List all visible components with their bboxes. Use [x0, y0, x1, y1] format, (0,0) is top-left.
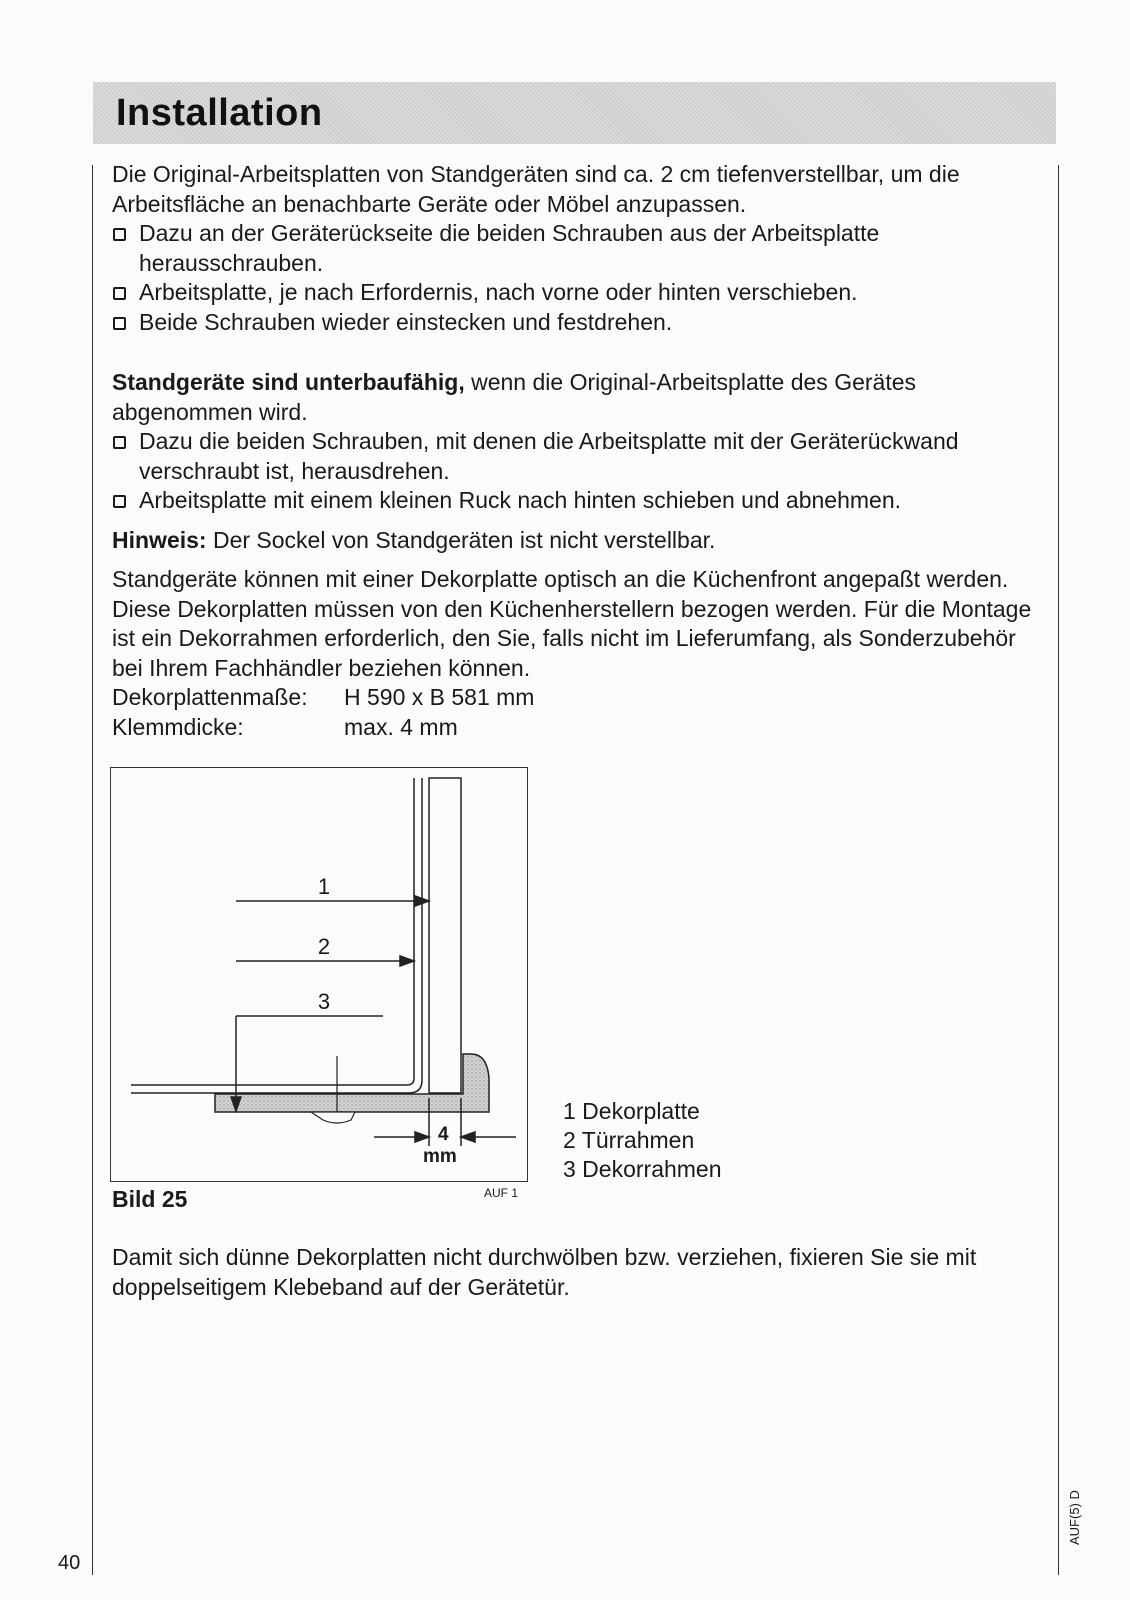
step-text: Arbeitsplatte mit einem kleinen Ruck nach hinten schieben und abnehmen.: [139, 487, 902, 513]
dimension-unit: mm: [423, 1146, 457, 1167]
screw: [311, 1056, 355, 1123]
underbuild-text: wenn die Original-Arbeitsplatte des Gerätes abgenommen wird.: [112, 369, 917, 425]
note-text: Der Sockel von Standgeräten ist nicht verstellbar.: [206, 526, 716, 553]
right-margin-rule: [1058, 165, 1059, 1575]
step-text: Beide Schrauben wieder einstecken und festdrehen.: [139, 308, 673, 335]
callout-1: 1: [317, 874, 331, 899]
checkbox-bullet-icon: [113, 228, 126, 241]
note-label: Hinweis:: [112, 526, 207, 553]
checkbox-bullet-icon: [113, 495, 126, 508]
callout-2: 2: [317, 934, 331, 959]
intro-step: [112, 219, 1042, 278]
checkbox-bullet-icon: [113, 287, 126, 300]
intro-step: [112, 278, 1042, 308]
page-number: 40: [58, 1552, 81, 1574]
underbuild-step: [112, 486, 1042, 516]
installation-diagram: [110, 767, 528, 1182]
closing-paragraph: Damit sich dünne Dekorplatten nicht durchwölben bzw. verziehen, fixieren Sie sie mit doppelseitigem Klebeband auf der Gerätetür.: [112, 1244, 977, 1300]
intro-step: [112, 308, 1042, 338]
decor-panel: [429, 778, 461, 1093]
spec-row: [112, 683, 1042, 713]
spec-value: H 590 x B 581 mm: [344, 684, 535, 710]
step-text: Dazu die beiden Schrauben, mit denen die Arbeitsplatte mit der Geräterückwand verschraubt ist, herausdrehen.: [139, 428, 959, 484]
note-paragraph: [112, 526, 1042, 556]
figure-code: AUF 1: [484, 1186, 519, 1200]
spec-row: [112, 713, 1042, 743]
decor-paragraph: Standgeräte können mit einer Dekorplatte optisch an die Küchenfront angepaßt werden. Diese Dekorplatten müssen von den Küchenherstellern bezogen werden. Für die Montage ist ein Dekorrahmen erforderlich, den Sie, falls nicht im Lieferumfang, als Sonderzubehör bei Ihrem Fachhändler beziehen können.: [112, 566, 1032, 681]
diagram-drawing: [111, 768, 529, 1183]
spec-label: Dekorplattenmaße:: [112, 684, 308, 710]
step-text: Arbeitsplatte, je nach Erfordernis, nach vorne oder hinten verschieben.: [139, 279, 858, 305]
legend-item: 3 Dekorrahmen: [563, 1156, 722, 1182]
main-content: [112, 160, 1042, 742]
section-title: Installation: [116, 92, 323, 134]
left-margin-rule: [92, 165, 93, 1575]
figure-caption: Bild 25: [112, 1186, 188, 1212]
door-frame-lines: [131, 778, 422, 1093]
intro-paragraph: Die Original-Arbeitsplatten von Standgeräten sind ca. 2 cm tiefenverstellbar, um die Arbeitsfläche an benachbarte Geräte oder Möbel anzupassen.: [112, 161, 960, 217]
spec-value: max. 4 mm: [344, 713, 458, 740]
spec-label: Klemmdicke:: [112, 713, 244, 740]
document-code: AUF(5) D: [1067, 1490, 1082, 1545]
underbuild-lead: Standgeräte sind unterbaufähig,: [112, 369, 465, 395]
callout-3: 3: [317, 989, 331, 1014]
underbuild-paragraph: [112, 368, 1042, 427]
checkbox-bullet-icon: [113, 436, 126, 449]
legend-item: 1 Dekorplatte: [563, 1098, 700, 1124]
step-text: Dazu an der Geräterückseite die beiden Schrauben aus der Arbeitsplatte herausschrauben.: [139, 220, 880, 276]
figure-legend: [563, 1097, 722, 1184]
underbuild-step: [112, 427, 1042, 486]
checkbox-bullet-icon: [113, 317, 126, 330]
legend-item: 2 Türrahmen: [563, 1127, 695, 1153]
dimension-value: 4: [438, 1124, 449, 1145]
